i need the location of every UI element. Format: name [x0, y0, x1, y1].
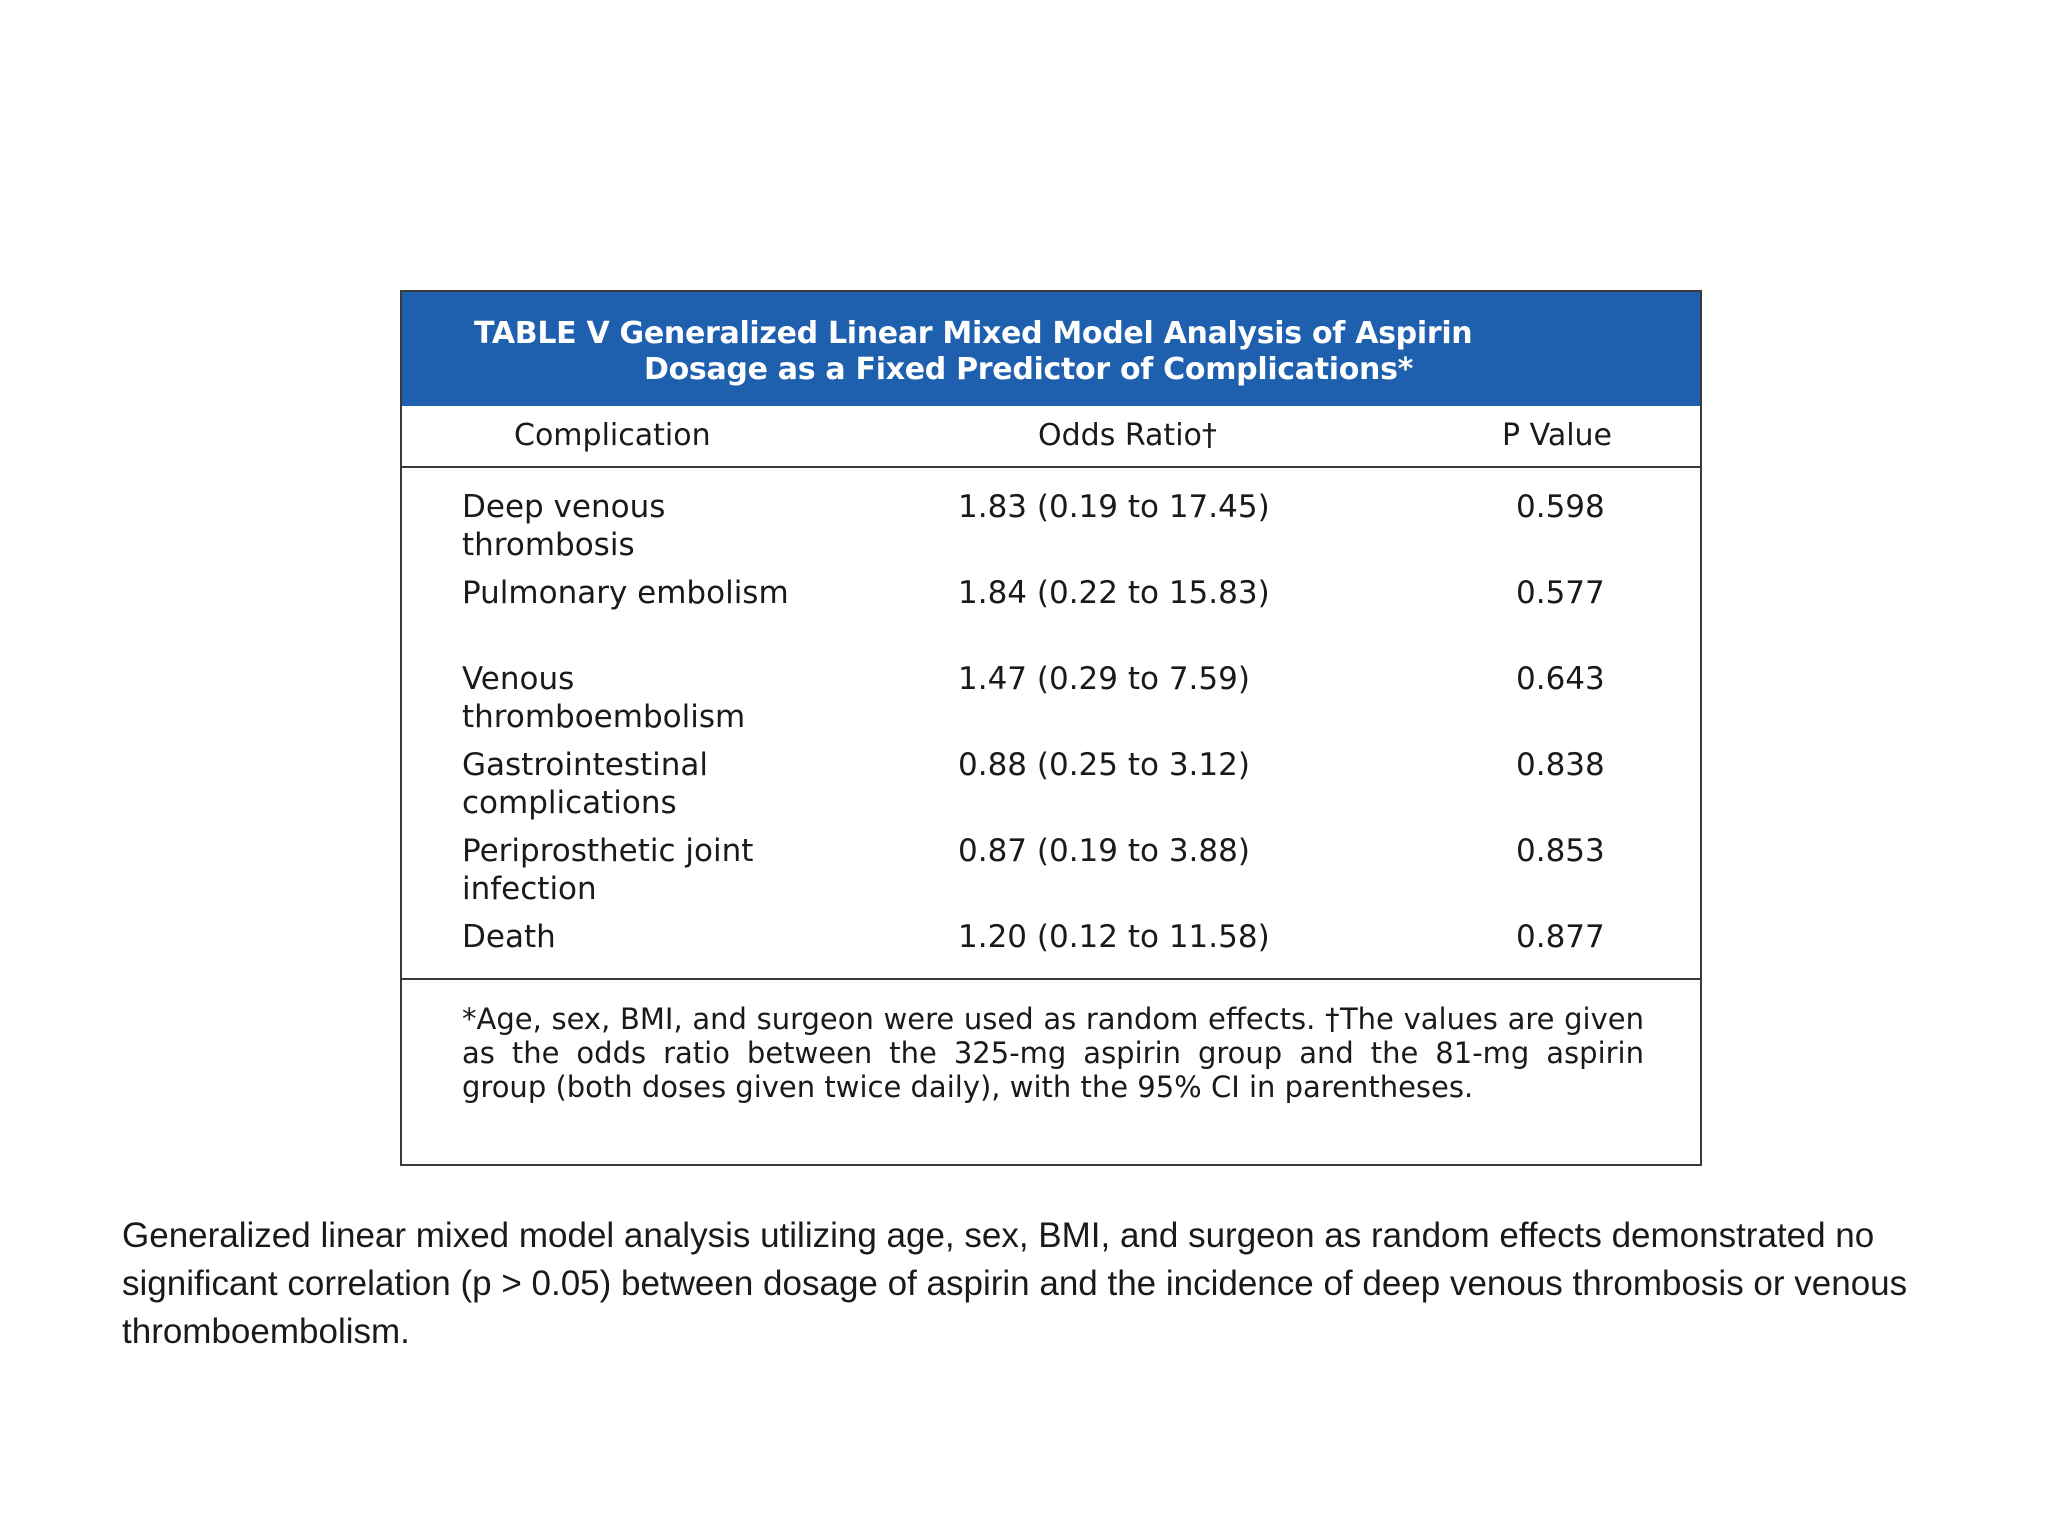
complication-cell: Pulmonary embolism [462, 575, 789, 611]
column-header-complication: Complication [514, 418, 711, 453]
table-title-line2: Dosage as a Fixed Predictor of Complications* [644, 352, 1414, 387]
table-title [402, 292, 1700, 406]
odds-ratio-cell: 1.20 (0.12 to 11.58) [958, 919, 1270, 955]
table-title-line1: TABLE V Generalized Linear Mixed Model Analysis of Aspirin [474, 316, 1473, 351]
complication-cell: Deep venous thrombosis [462, 489, 666, 563]
table-column-headers [402, 406, 1700, 468]
p-value-cell: 0.643 [1516, 661, 1605, 697]
slide-caption: Generalized linear mixed model analysis utilizing age, sex, BMI, and surgeon as random effects demonstrated no significant correlation (p > 0.05) between dosage of aspirin and the incidence of deep venous thrombosis or venous thromboembolism. [122, 1216, 1908, 1351]
table-body [402, 468, 1700, 980]
results-table [400, 290, 1702, 1166]
odds-ratio-cell: 0.88 (0.25 to 3.12) [958, 747, 1250, 783]
column-header-p-value: P Value [1502, 418, 1613, 453]
p-value-cell: 0.598 [1516, 489, 1605, 525]
complication-cell: Gastrointestinal complications [462, 747, 709, 821]
odds-ratio-cell: 1.47 (0.29 to 7.59) [958, 661, 1250, 697]
complication-cell: Death [462, 919, 556, 955]
complication-cell: Periprosthetic joint infection [462, 833, 754, 907]
table-footnote: *Age, sex, BMI, and surgeon were used as random effects. †The values are given as the odds ratio between the 325-mg aspirin group and the 81-mg aspirin group (both doses given twice daily), with the 95% CI in parentheses. [462, 1002, 1644, 1104]
complication-cell: Venous thromboembolism [462, 661, 746, 735]
odds-ratio-cell: 1.84 (0.22 to 15.83) [958, 575, 1270, 611]
p-value-cell: 0.838 [1516, 747, 1605, 783]
p-value-cell: 0.877 [1516, 919, 1605, 955]
column-header-odds-ratio: Odds Ratio† [1038, 418, 1217, 453]
odds-ratio-cell: 1.83 (0.19 to 17.45) [958, 489, 1270, 525]
p-value-cell: 0.853 [1516, 833, 1605, 869]
odds-ratio-cell: 0.87 (0.19 to 3.88) [958, 833, 1250, 869]
p-value-cell: 0.577 [1516, 575, 1605, 611]
